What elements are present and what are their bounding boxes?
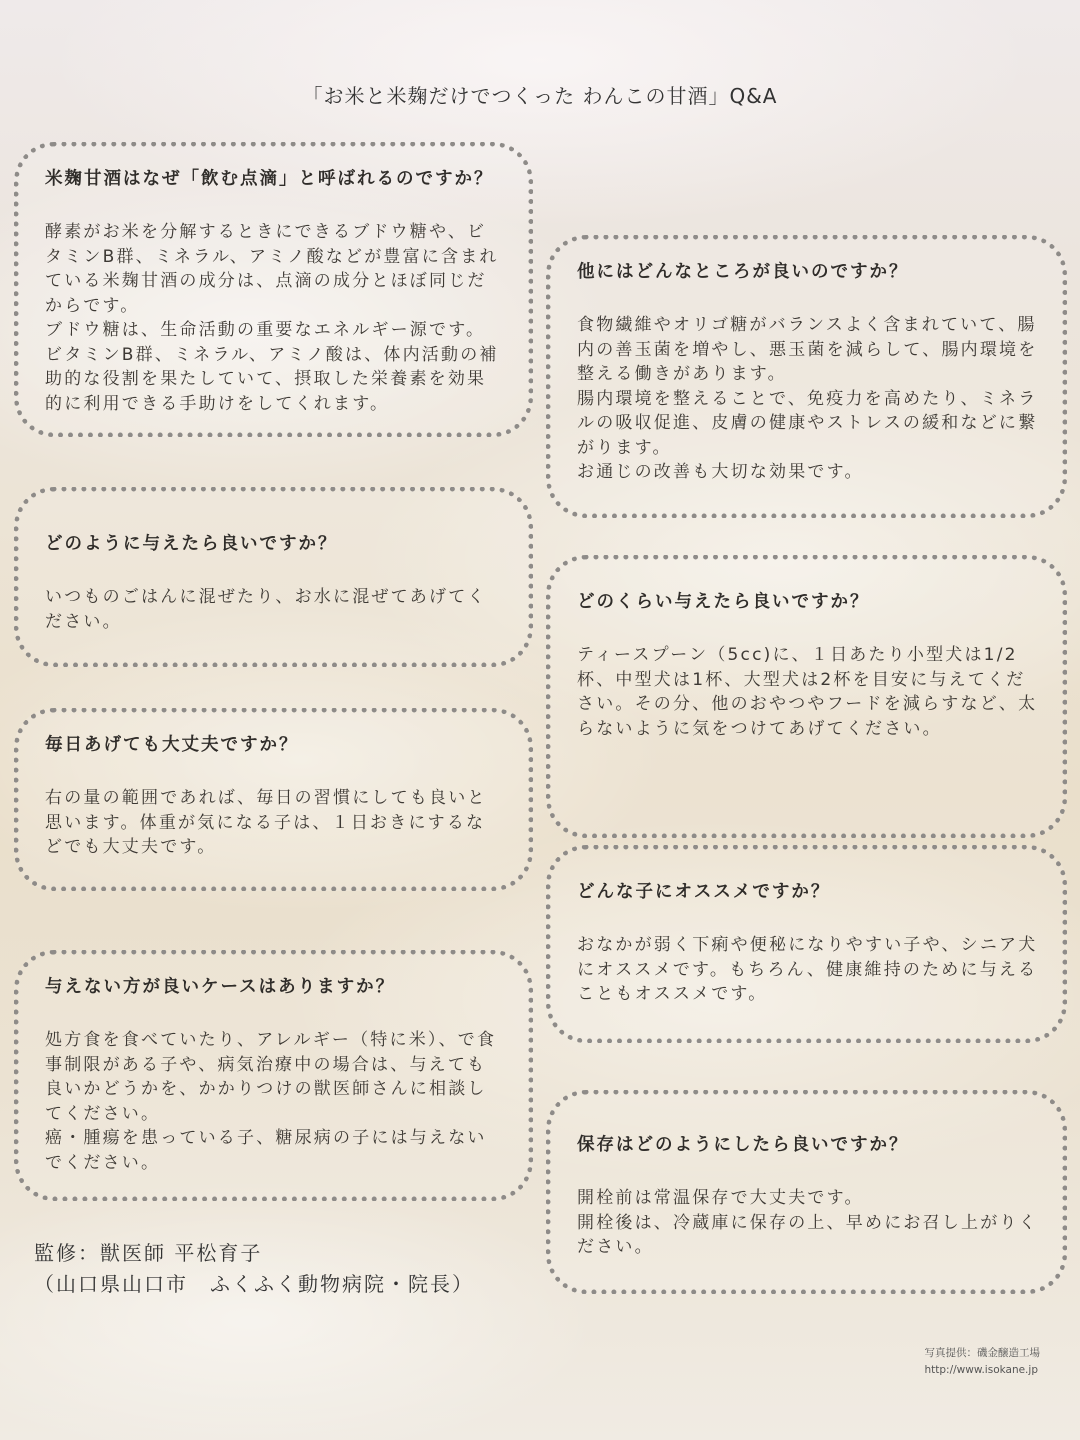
photo-credit xyxy=(925,1345,1041,1379)
qa-card-daily-ok xyxy=(14,708,533,891)
question-heading: 米麹甘酒はなぜ「飲む点滴」と呼ばれるのですか？ xyxy=(45,169,494,189)
supervisor-note xyxy=(34,1238,474,1300)
qa-card-why-iv-drip xyxy=(14,142,533,437)
question-heading: 他にはどんなところが良いのですか？ xyxy=(577,262,909,282)
qa-card-how-much xyxy=(546,555,1067,838)
question-heading: 与えない方が良いケースはありますか？ xyxy=(45,977,396,997)
answer-text: ティースプーン（5cc)に、１日あたり小型犬は1/2杯、中型犬は1杯、大型犬は2杯を目安に与えてください。その分、他のおやつやフードを減らすなど、太らないように気をつけてあげてください。 xyxy=(577,645,1038,739)
question-heading: 毎日あげても大丈夫ですか？ xyxy=(45,735,299,755)
page-title: 「お米と米麹だけでつくった わんこの甘酒」Q&A xyxy=(302,84,778,108)
qa-card-when-not-to-give xyxy=(14,950,533,1201)
photo-credit-label: 写真提供：磯金醸造工場 xyxy=(924,1347,1040,1359)
supervisor-affiliation: （山口県山口市 ふくふく動物病院・院長） xyxy=(34,1272,474,1296)
qa-card-storage xyxy=(546,1090,1067,1294)
question-heading: どのくらい与えたら良いですか？ xyxy=(577,592,870,612)
answer-text: 開栓前は常温保存で大丈夫です。 開栓後は、冷蔵庫に保存の上、早めにお召し上がりください。 xyxy=(577,1188,1038,1257)
supervisor-name: 監修：獣医師 平松育子 xyxy=(34,1241,263,1265)
question-heading: どのように与えたら良いですか？ xyxy=(45,534,338,554)
question-heading: 保存はどのようにしたら良いですか？ xyxy=(577,1135,909,1155)
photo-credit-url: http://www.isokane.jp xyxy=(924,1364,1038,1376)
answer-text: 酵素がお米を分解するときにできるブドウ糖や、ビタミンB群、ミネラル、アミノ酸などが豊富に含まれている米麹甘酒の成分は、点滴の成分とほぼ同じだからです。 ブドウ糖は、生命活動の重要なエネルギー源です。ビタミンB群、ミネラル、アミノ酸は、体内活動の補助的な役割を果たしていて、摂取した栄養素を効果的に利用できる手助けをしてくれます。 xyxy=(45,222,499,414)
answer-text: 食物繊維やオリゴ糖がバランスよく含まれていて、腸内の善玉菌を増やし、悪玉菌を減らして、腸内環境を整える働きがあります。 腸内環境を整えることで、免疫力を高めたり、ミネラルの吸収促進、皮膚の健康やストレスの緩和などに繋がります。 お通じの改善も大切な効果です。 xyxy=(577,315,1038,482)
qa-card-recommended-for xyxy=(546,845,1067,1043)
qa-card-how-to-give xyxy=(14,487,533,667)
answer-text: おなかが弱く下痢や便秘になりやすい子や、シニア犬にオススメです。もちろん、健康維持のために与えることもオススメです。 xyxy=(577,935,1038,1004)
qa-card-other-benefits xyxy=(546,235,1067,518)
question-heading: どんな子にオススメですか？ xyxy=(577,882,831,902)
answer-text: 右の量の範囲であれば、毎日の習慣にしても良いと思います。体重が気になる子は、１日おきにするなどでも大丈夫です。 xyxy=(45,788,487,857)
answer-text: 処方食を食べていたり、アレルギー（特に米）、で食事制限がある子や、病気治療中の場合は、与えても良いかどうかを、かかりつけの獣医師さんに相談してください。 癌・腫瘍を患っている子、糖尿病の子には与えないでください。 xyxy=(45,1030,497,1173)
answer-text: いつものごはんに混ぜたり、お水に混ぜてあげてください。 xyxy=(45,587,487,632)
